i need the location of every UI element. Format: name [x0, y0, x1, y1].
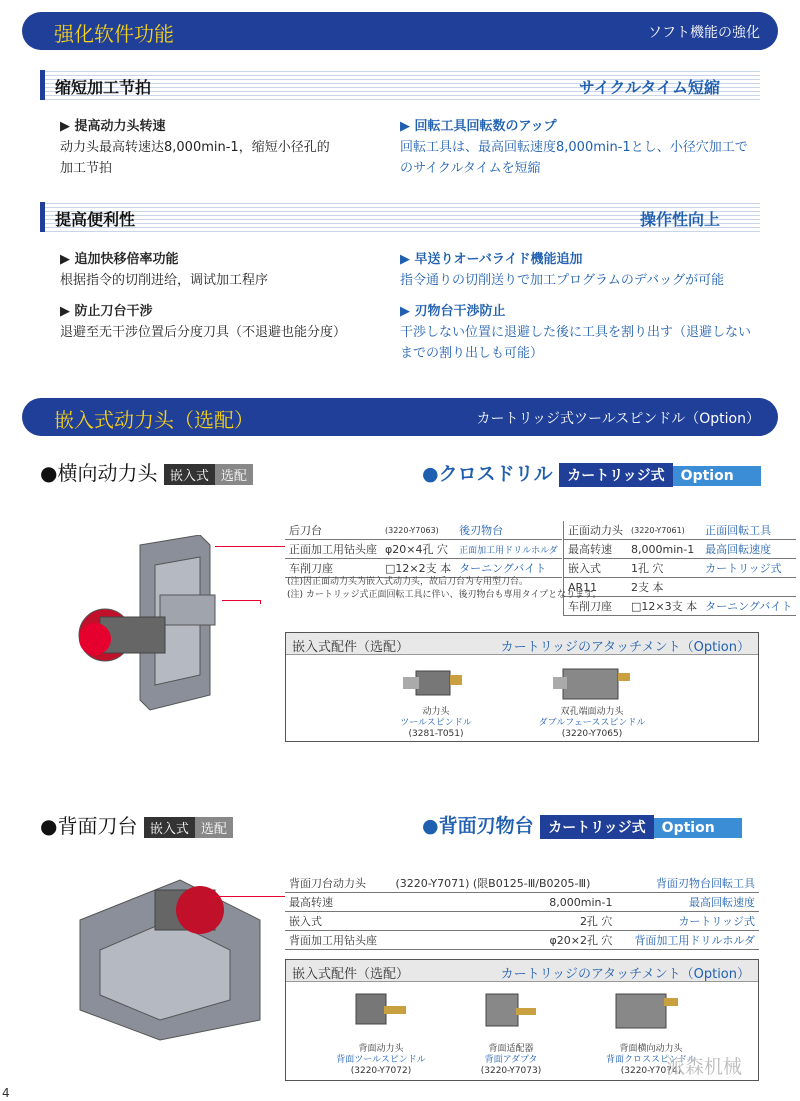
back-adapter-image	[476, 986, 546, 1041]
part-back-adapter: 背面适配器 背面アダプタ (3220-Y7073)	[480, 1044, 542, 1076]
subheader-title-jp: サイクルタイム短縮	[578, 78, 720, 97]
subheader-title: 提高便利性	[55, 210, 136, 229]
double-face-spindle-image	[548, 659, 638, 709]
cross-drill-title: ●横向动力头 嵌入式 选配	[40, 457, 253, 486]
note-jp: (注) カートリッジ式正面回転工具に伴い、後刃物台も専用タイプとなります。	[287, 590, 602, 600]
feature-override-cn: ▶ 追加快移倍率功能 根据指令的切削进给，调试加工程序	[60, 252, 269, 288]
page-number: 4	[2, 1086, 10, 1100]
section-title-jp: カートリッジ式ツールスピンドル（Option）	[476, 411, 760, 427]
table-row: AR11 2支 本	[564, 578, 797, 597]
section-title: 嵌入式动力头（选配）	[54, 408, 254, 432]
table-row: 最高转速 8,000min-1 最高回転速度	[564, 540, 797, 559]
watermark: 派森机械	[666, 1056, 743, 1078]
section-header-software	[22, 12, 778, 50]
front-spindle-table	[563, 521, 796, 616]
table-row: 后刀台 (3220-Y7063) 後刃物台	[285, 521, 562, 540]
feature-spindle-cn: ▶ 提高动力头转速 动力头最高转速达8,000min-1，缩短小径孔的 加工节拍	[60, 119, 330, 176]
accessory-header: 嵌入式配件（选配） カートリッジのアタッチメント（Option）	[286, 960, 758, 982]
back-cross-spindle-image	[606, 986, 686, 1041]
subheader-usability	[40, 202, 760, 232]
tool-spindle-image	[398, 659, 468, 709]
cross-drill-title-jp: ●クロスドリル カートリッジ式 Option	[422, 459, 761, 487]
subheader-cycle-time	[40, 70, 760, 100]
back-turret-machine-image	[60, 860, 275, 1045]
back-tool-spindle-image	[346, 986, 416, 1041]
table-row: 最高转速 8,000min-1 最高回転速度	[285, 893, 759, 912]
subheader-title-jp: 操作性向上	[639, 210, 720, 229]
feature-interference-cn: ▶ 防止刀台干涉 退避至无干涉位置后分度刀具（不退避也能分度）	[60, 304, 347, 340]
table-row: 嵌入式 1孔 穴 カートリッジ式	[564, 559, 797, 578]
table-row: 背面加工用钻头座 φ20×2孔 穴 背面加工用ドリルホルダ	[285, 931, 759, 950]
back-turret-table	[285, 874, 759, 950]
part-back-cross-spindle: 背面横向动力头 背面クロススピンドル (3220-Y7074)	[605, 1044, 696, 1076]
accessory-box-cross	[285, 632, 759, 742]
section-title-jp: ソフト機能の強化	[648, 25, 760, 41]
part-back-tool-spindle: 背面动力头 背面ツールスピンドル (3220-Y7072)	[336, 1044, 426, 1076]
rear-turret-table	[285, 521, 562, 578]
table-row: 车削刀座 □12×2支 本 ターニングバイト	[285, 559, 562, 578]
section-title: 强化软件功能	[54, 22, 174, 46]
section-header-cartridge	[22, 398, 778, 436]
back-turret-title-jp: ●背面刃物台 カートリッジ式 Option	[422, 811, 742, 839]
part-tool-spindle: 动力头 ツールスピンドル (3281-T051)	[400, 707, 472, 739]
table-row: 正面加工用钻头座 φ20×4孔 穴 正面加工用ドリルホルダ	[285, 540, 562, 559]
feature-interference-jp: ▶ 刃物台干渉防止 干渉しない位置に退避した後に工具を割り出す（退避しない までの割り出しも可能）	[400, 304, 752, 361]
table-row: 车削刀座 □12×3支 本 ターニングバイト	[564, 597, 797, 616]
feature-override-jp: ▶ 早送りオーバライド機能追加 指令通りの切削送りで加工プログラムのデバッグが可能	[400, 252, 725, 288]
accessory-header: 嵌入式配件（选配） カートリッジのアタッチメント（Option）	[286, 633, 758, 655]
table-row: 背面刀台动力头 (3220-Y7071) (限B0125-Ⅲ/B0205-Ⅲ) 背面刃物台回転工具	[285, 874, 759, 893]
subheader-title: 缩短加工节拍	[55, 78, 152, 97]
table-row: 正面动力头 (3220-Y7061) 正面回転工具	[564, 521, 797, 540]
note-cn: (注)因正面动力头为嵌入式动力头，故后刀台为专用型刀台。	[287, 577, 529, 587]
table-row: 嵌入式 2孔 穴 カートリッジ式	[285, 912, 759, 931]
feature-spindle-jp: ▶ 回転工具回転数のアップ 回転工具は、最高回転速度8,000min-1とし、小径穴加工で のサイクルタイムを短縮	[400, 119, 748, 176]
part-double-face-spindle: 双孔端面动力头 ダブルフェーススピンドル (3220-Y7065)	[538, 707, 646, 739]
back-turret-title: ●背面刀台 嵌入式 选配	[40, 810, 233, 839]
cross-drill-machine-image	[60, 535, 260, 715]
